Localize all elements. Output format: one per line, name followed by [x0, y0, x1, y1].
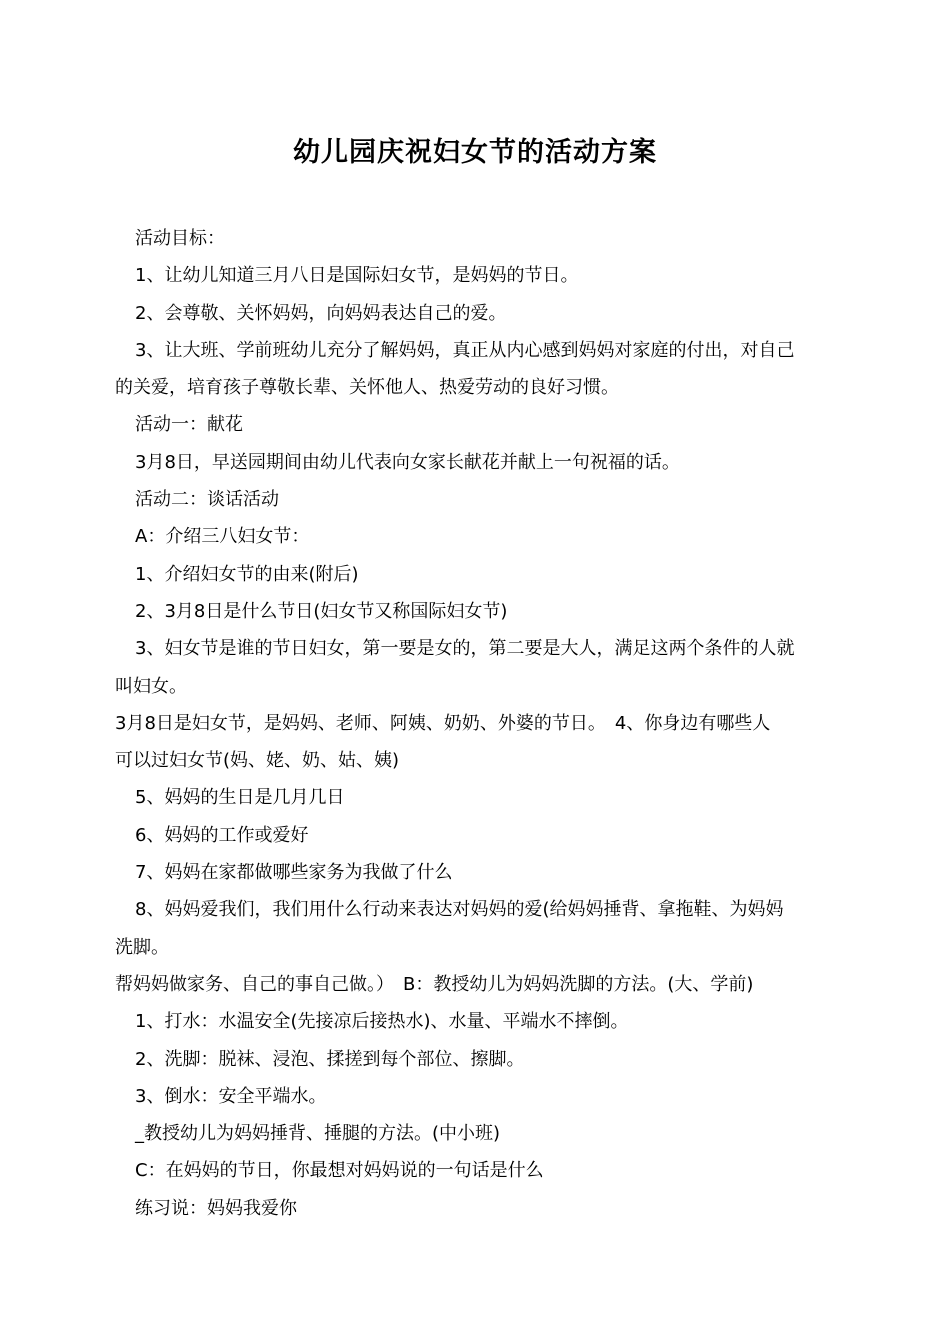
paragraph-line: 3月8日，早送园期间由幼儿代表向女家长献花并献上一句祝福的话。: [135, 451, 680, 473]
paragraph-line: 1、打水：水温安全(先接凉后接热水)、水量、平端水不摔倒。: [135, 1011, 629, 1033]
paragraph-line: 3、妇女节是谁的节日妇女，第一要是女的，第二要是大人，满足这两个条件的人就: [135, 638, 795, 660]
paragraph-line: 活动二：谈话活动: [135, 489, 279, 511]
paragraph-line: 2、洗脚：脱袜、浸泡、揉搓到每个部位、擦脚。: [135, 1048, 525, 1070]
paragraph-line: 8、妈妈爱我们，我们用什么行动来表达对妈妈的爱(给妈妈捶背、拿拖鞋、为妈妈: [135, 899, 784, 921]
paragraph-line: 练习说：妈妈我爱你: [135, 1197, 297, 1219]
paragraph-line: 7、妈妈在家都做哪些家务为我做了什么: [135, 862, 453, 884]
paragraph-line: A：介绍三八妇女节：: [135, 526, 310, 548]
paragraph-line: 1、让幼儿知道三月八日是国际妇女节，是妈妈的节日。: [135, 265, 579, 287]
paragraph-line: 3、倒水：安全平端水。: [135, 1085, 327, 1107]
paragraph-line: 帮妈妈做家务、自己的事自己做。） B：教授幼儿为妈妈洗脚的方法。(大、学前): [115, 973, 754, 995]
paragraph-line: 洗脚。: [115, 936, 169, 958]
paragraph-line: 活动一：献花: [135, 414, 243, 436]
paragraph-line: 6、妈妈的工作或爱好: [135, 824, 309, 846]
paragraph-line: 2、3月8日是什么节日(妇女节又称国际妇女节): [135, 600, 508, 622]
paragraph-line: _教授幼儿为妈妈捶背、捶腿的方法。(中小班): [135, 1123, 501, 1145]
paragraph-line: 3月8日是妇女节，是妈妈、老师、阿姨、奶奶、外婆的节日。 4、你身边有哪些人: [115, 712, 771, 734]
paragraph-line: 1、介绍妇女节的由来(附后): [135, 563, 359, 585]
paragraph-line: 3、让大班、学前班幼儿充分了解妈妈，真正从内心感到妈妈对家庭的付出，对自己: [135, 339, 795, 361]
paragraph-line: 可以过妇女节(妈、姥、奶、姑、姨): [115, 750, 400, 772]
paragraph-line: 的关爱，培育孩子尊敬长辈、关怀他人、热爱劳动的良好习惯。: [115, 377, 619, 399]
paragraph-line: 5、妈妈的生日是几月几日: [135, 787, 345, 809]
paragraph-line: 叫妇女。: [115, 675, 187, 697]
document-title: 幼儿园庆祝妇女节的活动方案: [293, 137, 657, 168]
paragraph-line: C：在妈妈的节日，你最想对妈妈说的一句话是什么: [135, 1160, 544, 1182]
paragraph-line: 2、会尊敬、关怀妈妈，向妈妈表达自己的爱。: [135, 302, 507, 324]
document-body: [115, 220, 837, 1227]
paragraph-line: 活动目标：: [135, 228, 225, 249]
